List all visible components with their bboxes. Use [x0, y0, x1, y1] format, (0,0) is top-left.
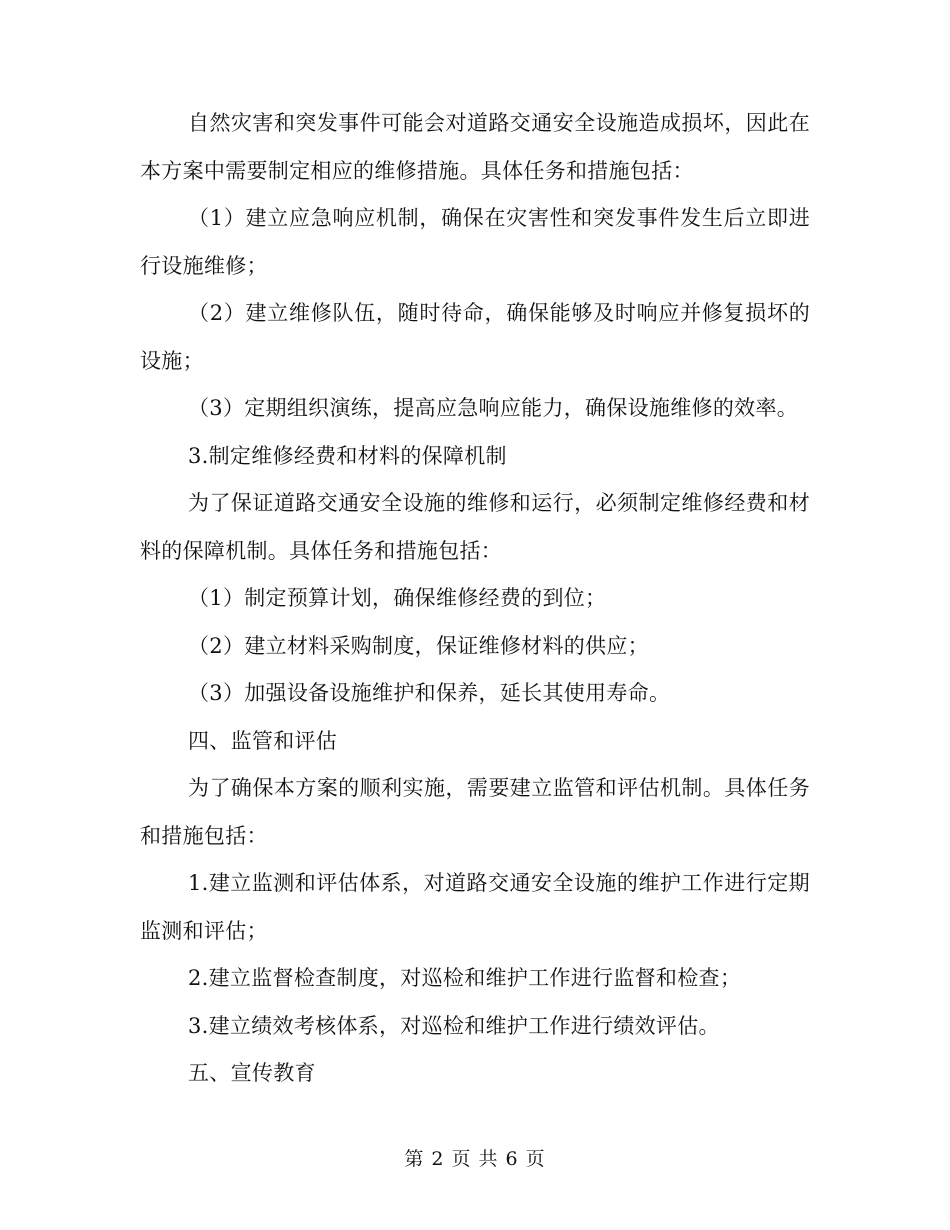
- paragraph: 为了确保本方案的顺利实施，需要建立监管和评估机制。具体任务和措施包括：: [140, 776, 810, 848]
- document-body: [140, 100, 810, 1098]
- list-item: 3.建立绩效考核体系，对巡检和维护工作进行绩效评估。: [188, 1013, 720, 1038]
- paragraph: 为了保证道路交通安全设施的维修和运行，必须制定维修经费和材料的保障机制。具体任务和措施包括：: [140, 491, 810, 563]
- list-item: （3）加强设备设施维护和保养，延长其使用寿命。: [188, 681, 671, 705]
- list-item: （2）建立材料采购制度，保证维修材料的供应；: [188, 633, 649, 658]
- paragraph-intro: 自然灾害和突发事件可能会对道路交通安全设施造成损坏，因此在本方案中需要制定相应的维修措施。具体任务和措施包括：: [140, 111, 810, 183]
- section-heading: 四、监管和评估: [188, 728, 338, 753]
- list-item: （1）制定预算计划，确保维修经费的到位；: [188, 586, 607, 610]
- page-number-footer: 第 2 页 共 6 页: [404, 1148, 546, 1170]
- list-item: （2）建立维修队伍，随时待命，确保能够及时响应并修复损坏的设施；: [140, 301, 810, 373]
- list-item: 2.建立监督检查制度，对巡检和维护工作进行监督和检查；: [188, 966, 742, 990]
- section-heading: 3.制定维修经费和材料的保障机制: [188, 443, 507, 468]
- section-heading: 五、宣传教育: [188, 1061, 316, 1085]
- list-item: （1）建立应急响应机制，确保在灾害性和突发事件发生后立即进行设施维修；: [140, 206, 810, 278]
- list-item: 1.建立监测和评估体系，对道路交通安全设施的维护工作进行定期监测和评估；: [140, 871, 810, 943]
- list-item: （3）定期组织演练，提高应急响应能力，确保设施维修的效率。: [188, 396, 799, 420]
